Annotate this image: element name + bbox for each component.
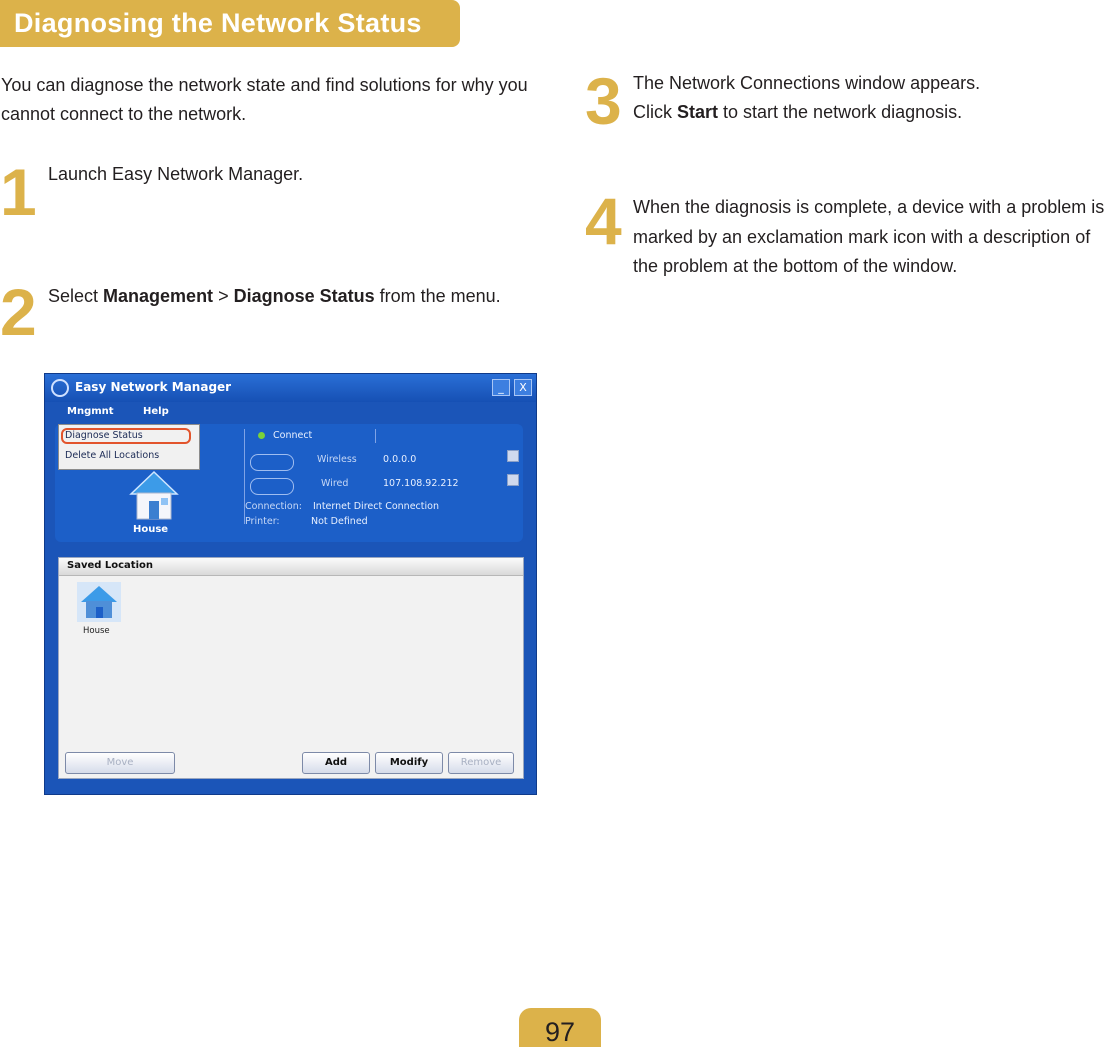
wireless-settings-icon[interactable]	[507, 450, 519, 462]
move-button[interactable]: Move	[65, 752, 175, 774]
menu-item-delete-all-locations[interactable]: Delete All Locations	[65, 450, 160, 461]
step-1-number: 1	[0, 155, 37, 229]
step-4-text: When the diagnosis is complete, a device with a problem is marked by an exclamation mark icon with a description of the problem at the bottom of the window.	[633, 197, 1105, 276]
wired-adapter-icon	[250, 478, 294, 495]
easy-network-manager-screenshot	[44, 373, 537, 795]
step-2-number: 2	[0, 275, 37, 349]
connection-value: Internet Direct Connection	[313, 501, 439, 512]
add-button[interactable]: Add	[302, 752, 370, 774]
wireless-adapter-icon	[250, 454, 294, 471]
minimize-button[interactable]: _	[492, 379, 510, 396]
step-3-text	[633, 69, 1103, 127]
management-dropdown	[58, 424, 200, 470]
app-logo-icon	[51, 379, 69, 397]
menu-management[interactable]: Mngmnt	[67, 406, 114, 417]
step-4-number: 4	[585, 184, 622, 258]
saved-house-label: House	[83, 626, 110, 636]
connect-button[interactable]: Connect	[273, 430, 313, 441]
menu-help[interactable]: Help	[143, 406, 169, 417]
wireless-label: Wireless	[317, 454, 357, 465]
house-icon	[127, 468, 181, 524]
saved-location-header	[59, 558, 523, 576]
close-button[interactable]: X	[514, 379, 532, 396]
section-title: Diagnosing the Network Status	[0, 0, 460, 47]
window-titlebar	[45, 374, 536, 402]
connect-separator	[375, 429, 376, 443]
saved-location-title: Saved Location	[67, 560, 154, 571]
saved-house-icon[interactable]	[77, 582, 121, 622]
wired-ip: 107.108.92.212	[383, 478, 459, 489]
step-2-text: Select Management > Diagnose Status from the menu.	[48, 286, 501, 306]
page-number: 97	[519, 1008, 601, 1047]
modify-button[interactable]: Modify	[375, 752, 443, 774]
wireless-ip: 0.0.0.0	[383, 454, 417, 465]
window-title: Easy Network Manager	[75, 380, 232, 394]
menu-item-diagnose-status[interactable]: Diagnose Status	[65, 430, 143, 441]
location-name: House	[133, 524, 169, 535]
remove-button[interactable]: Remove	[448, 752, 514, 774]
step-3-number: 3	[585, 64, 622, 138]
connect-status-icon	[258, 432, 265, 439]
step-1-text: Launch Easy Network Manager.	[48, 164, 304, 184]
saved-location-panel	[58, 557, 524, 779]
step-3-line-2: Click Start to start the network diagnosis.	[633, 102, 963, 122]
intro-paragraph: You can diagnose the network state and find solutions for why you cannot connect to the network.	[1, 75, 528, 124]
connection-label: Connection:	[245, 501, 302, 512]
step-3-line-1: The Network Connections window appears.	[633, 73, 981, 93]
wired-settings-icon[interactable]	[507, 474, 519, 486]
wired-label: Wired	[321, 478, 349, 489]
menu-bar	[45, 402, 536, 424]
printer-value: Not Defined	[311, 516, 368, 527]
printer-label: Printer:	[245, 516, 280, 527]
